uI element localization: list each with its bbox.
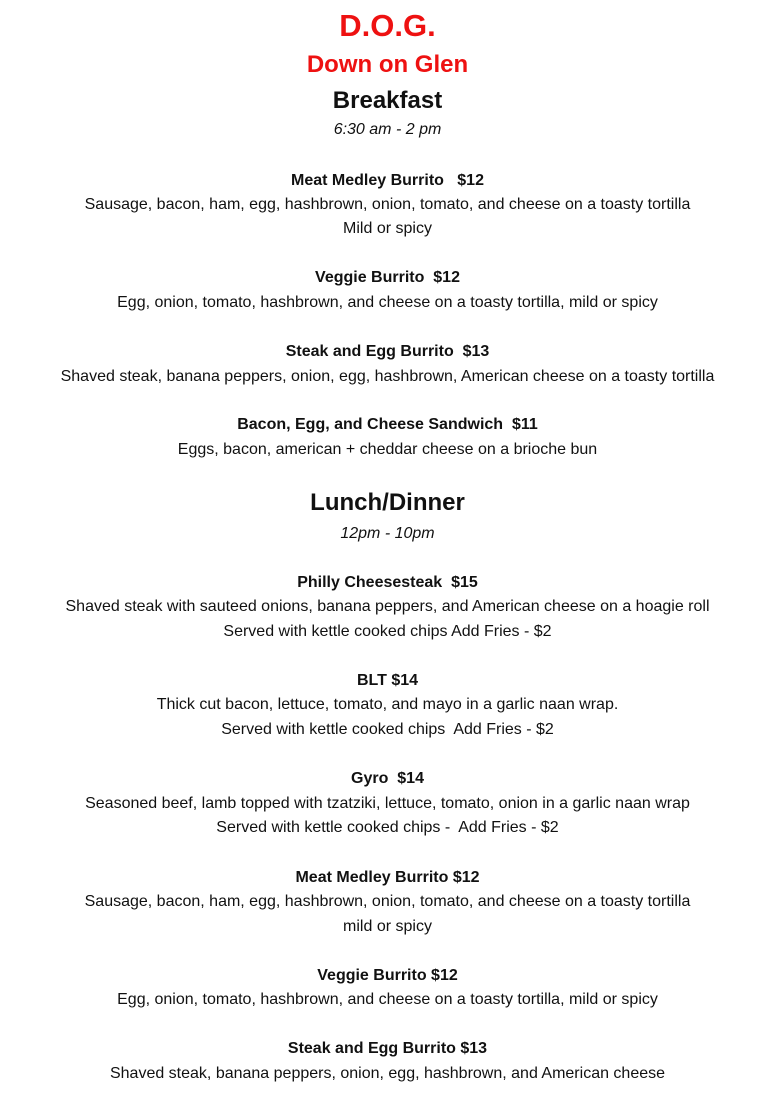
menu-item-description: Sausage, bacon, ham, egg, hashbrown, onion, tomato, and cheese on a toasty tortilla	[84, 196, 691, 213]
menu-item-name: Meat Medley Burrito $12	[291, 172, 484, 189]
menu-item-description: Shaved steak with sauteed onions, banana peppers, and American cheese on a hoagie roll	[65, 598, 710, 615]
menu-item-description: Shaved steak, banana peppers, onion, egg, hashbrown, American cheese on a toasty tortilla	[60, 368, 715, 385]
menu-item-description: Thick cut bacon, lettuce, tomato, and mayo in a garlic naan wrap.	[156, 696, 619, 713]
menu-item-description: Mild or spicy	[343, 220, 432, 237]
section-hours-breakfast: 6:30 am - 2 pm	[333, 121, 442, 138]
menu-item-name: Gyro $14	[351, 770, 424, 787]
menu-item-description: mild or spicy	[343, 918, 432, 935]
section-hours-lunch-dinner: 12pm - 10pm	[340, 525, 435, 542]
menu-item-description: Eggs, bacon, american + cheddar cheese on a brioche bun	[177, 441, 598, 458]
menu-item-name: Steak and Egg Burrito $13	[287, 1040, 488, 1057]
section-title-lunch-dinner: Lunch/Dinner	[310, 489, 465, 516]
menu-item-description: Served with kettle cooked chips Add Fries - $2	[223, 623, 552, 640]
menu-item-name: Meat Medley Burrito $12	[295, 869, 480, 886]
menu-item-description: Egg, onion, tomato, hashbrown, and cheese on a toasty tortilla, mild or spicy	[117, 991, 658, 1008]
section-title-breakfast: Breakfast	[332, 87, 443, 114]
menu-item-description: Seasoned beef, lamb topped with tzatziki, lettuce, tomato, onion in a garlic naan wrap	[85, 795, 690, 812]
menu-item-name: Veggie Burrito $12	[315, 269, 460, 286]
menu-item-description: Shaved steak, banana peppers, onion, egg, hashbrown, and American cheese	[109, 1065, 666, 1082]
menu-item-name: Bacon, Egg, and Cheese Sandwich $11	[237, 416, 538, 433]
menu-item-name: Philly Cheesesteak $15	[297, 574, 478, 591]
menu-item-description: Sausage, bacon, ham, egg, hashbrown, onion, tomato, and cheese on a toasty tortilla	[84, 893, 691, 910]
menu-item-name: Veggie Burrito $12	[317, 967, 458, 984]
menu-item-name: BLT $14	[356, 672, 419, 689]
restaurant-subtitle: Down on Glen	[306, 51, 469, 78]
menu-item-name: Steak and Egg Burrito $13	[285, 343, 490, 360]
menu-item-description: Egg, onion, tomato, hashbrown, and cheese on a toasty tortilla, mild or spicy	[117, 294, 658, 311]
restaurant-title: D.O.G.	[339, 8, 436, 43]
menu-item-description: Served with kettle cooked chips - Add Fries - $2	[216, 819, 559, 836]
menu-item-description: Served with kettle cooked chips Add Fries - $2	[221, 721, 554, 738]
